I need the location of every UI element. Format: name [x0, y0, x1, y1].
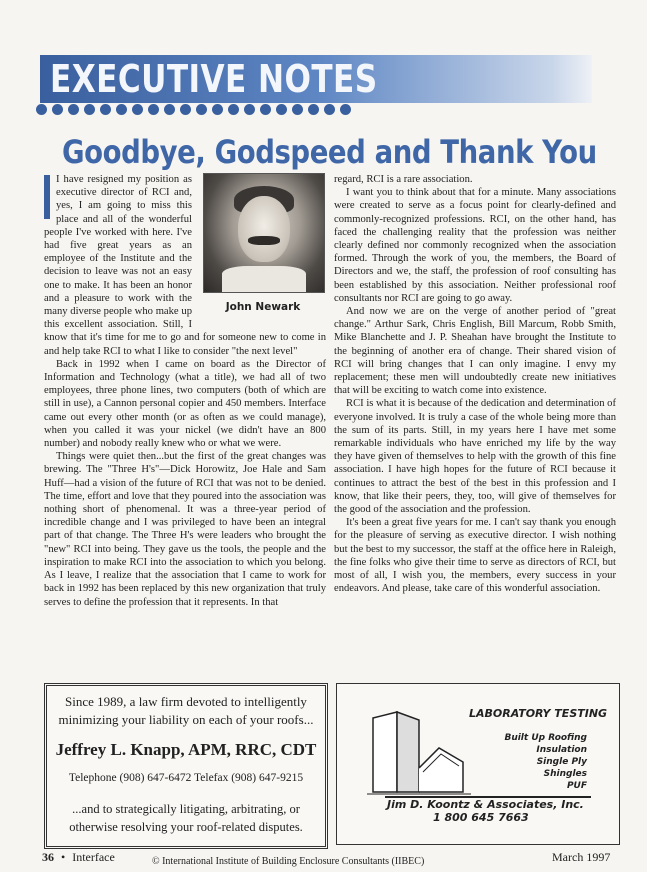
ad-contact: Telephone (908) 647-6472 Telefax (908) 647-9215 [68, 772, 304, 784]
author-photo [203, 173, 325, 293]
ad-firm-name: Jeffrey L. Knapp, APM, RRC, CDT [55, 740, 317, 759]
article-paragraph: Back in 1992 when I came on board as the Director of Information and Technology (what a title), we had all of two employees, three phone lines, two computers (both of which are still in use), a Cannon personal copier and 450 members. Interface came out every other month (or as often as we could manage), when you called it was your nickel (we didn't have an 800 number) and nobody really knew who or what we were. [44, 358, 326, 450]
service-item: PUF [566, 781, 587, 791]
ad-tagline: minimizing your liability on each of your roofs... [58, 712, 314, 727]
article-right-column [334, 173, 616, 596]
copyright-notice: © International Institute of Building Enclosure Consultants (IIBEC) [152, 856, 425, 867]
building-drawing-icon [367, 708, 477, 798]
service-item: Shingles [543, 769, 587, 779]
ad-tagline: otherwise resolving your roof-related disputes. [69, 820, 303, 834]
service-item: Insulation [536, 745, 587, 755]
article-paragraph: It's been a great five years for me. I can't say thank you enough for the pleasure of serving as executive director. I wish nothing but the best to my successor, the staff at the office here in Raleigh, the fine folks who give their time to serve as directors of RCI, but most of all, I wish you, the members, every success in your endeavors. And please, take care of this wonderful association. [334, 517, 616, 595]
koontz-advertisement [336, 683, 620, 845]
knapp-advertisement [44, 683, 328, 849]
dot-divider [36, 104, 351, 115]
article-paragraph: RCI is what it is because of the dedication and determination of everyone involved. It is truly a case of the whole being more than the sum of its parts. Still, in my years here I have met some remarkable individuals who have enriched my life by the way they have given of themselves to help with the growth of this fine association. I have high hopes for the future of RCI because it continues to attract the best of the best in this profession and I know, that like their peers, they, too, will give of themselves for the good of the association and the profession. [334, 398, 616, 516]
publication-name: Interface [72, 850, 115, 864]
service-item: Single Ply [536, 757, 587, 767]
ad-heading: LABORATORY TESTING [469, 707, 608, 720]
article-paragraph: And now we are on the verge of another period of "great change." Arthur Sark, Chris English, Bill Marcum, Robb Smith, Mike Blanchette and J. P. Sheahan have brought the Institute to the beginning of another era of change. Their shared vision of RCI will bring changes that I can only imagine. I envy my replacement; these men will undoubtedly create new initiatives that will be exciting to watch come into existence. [334, 306, 616, 397]
article-paragraph: regard, RCI is a rare association. [334, 174, 473, 185]
author-photo-block [200, 173, 326, 323]
drop-cap-bar [44, 175, 50, 219]
section-title: EXECUTIVE NOTES [50, 57, 378, 101]
footer-separator: • [61, 850, 66, 864]
ad-phone: 1 800 645 7663 [433, 811, 529, 824]
article-paragraph: I want you to think about that for a minute. Many associations were created to serve as a focus point for clearly-defined and commonly-recognized professions. RCI, on the other hand, has faced the challenging reality that the profession was neither clearly defined nor commonly recognized when the association formed. Through the work of you, the members, the Board of Directors and we, the staff, the profession of roof consulting has been established by this association. Neither professional roof consultants nor RCI are going to go away. [334, 187, 616, 304]
page-title: Goodbye, Godspeed and Thank You [62, 133, 597, 171]
ad-tagline: ...and to strategically litigating, arbitrating, or [72, 802, 300, 816]
service-item: Built Up Roofing [504, 733, 587, 743]
ad-tagline: Since 1989, a law firm devoted to intelligently [65, 694, 307, 709]
ad-company: Jim D. Koontz & Associates, Inc. [387, 798, 584, 811]
section-banner [40, 55, 552, 103]
issue-date: March 1997 [552, 850, 611, 864]
article-left-column [44, 173, 326, 609]
article-paragraph: Things were quiet then...but the first of the great changes was brewing. The "Three H's"—Dick Horowitz, Joe Hale and Sam Huff—had a vision of the future of RCI that was not to be denied. The time, effort and love that they poured into the association was nothing short of phenomenal. It was a three-year period of incredible change and I was privileged to have been an integral part of that change. The Three H's were leaders who brought the "new" RCI into being. They gave us the tools, the people and the inspiration to make RCI into the association to which you belong. As I leave, I realize that the association that I came to work for back in 1992 has been replaced by this new organization that truly serves to define the profession that it represents. In that [44, 451, 326, 608]
banner-fade [552, 55, 592, 103]
page-number: 36 [42, 850, 54, 864]
photo-caption: John Newark [225, 301, 301, 313]
footer-left [42, 850, 115, 865]
article-paragraph: I have resigned my position as executive director of RCI and, yes, I am going to miss this place and all of the wonderful people I've worked with here. I've had five great years as an employee of the Institute and the decision to leave was not an easy one to make. It has been an honor and a pleasure to work with the many diverse people who make up this excellent association. Still, I know that it's time for me to go and for someone new to come in and help take RCI to what I like to consider "the next level" [44, 174, 326, 357]
